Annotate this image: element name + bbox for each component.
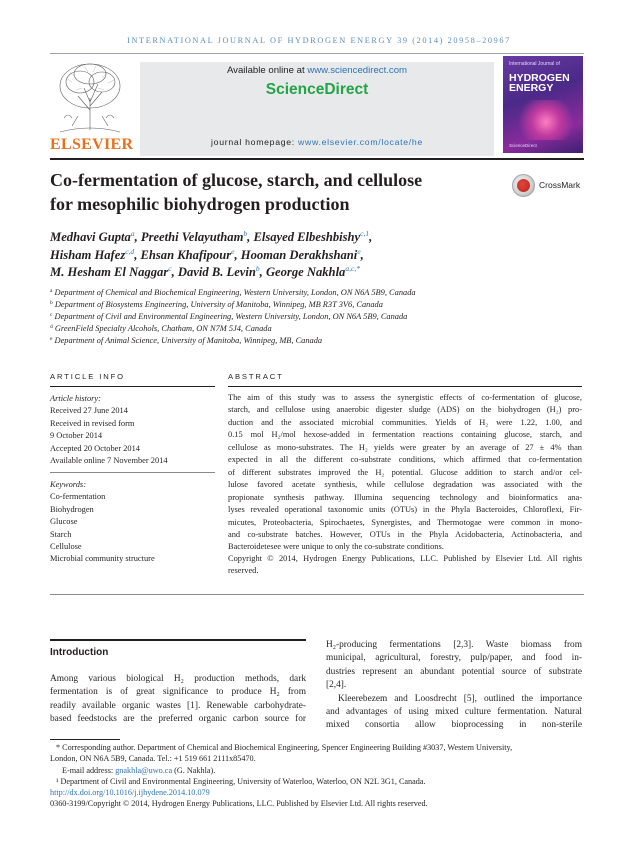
journal-homepage-link[interactable]: www.elsevier.com/locate/he — [298, 137, 423, 147]
article-title-line1: Co-fermentation of glucose, starch, and cellulose — [50, 170, 423, 190]
keyword-item: Glucose — [50, 517, 78, 527]
cover-title — [509, 73, 581, 93]
affiliation-sup: a — [50, 288, 53, 294]
abstract-line: The aim of this study was to assess the synergistic effects of co-fermentation of glucose, — [228, 393, 582, 402]
history-item: Received in revised form — [50, 418, 135, 428]
author-affil-sup[interactable]: b — [255, 264, 260, 273]
author-separator: , — [369, 230, 373, 244]
available-online-prefix: Available online at — [226, 65, 308, 76]
abstract-line: propionate synthesis pathway. Illumina sequencing technology and bioinformatics ana- — [228, 492, 582, 502]
cover-artwork — [513, 100, 573, 140]
abstract-line: cellulose as mono-substrates. The H₂ yields were greater by an average of 27 ± 4% than — [228, 442, 582, 452]
footnotes — [50, 742, 584, 810]
affiliation-text: Department of Chemical and Biochemical Engineering, Western University, London, ON N6A 5B9, Canada — [54, 288, 416, 297]
author-affil-sup[interactable]: b — [243, 229, 248, 238]
keywords-rule — [50, 472, 215, 473]
footnote-1: ¹ Department of Civil and Environmental Engineering, University of Waterloo, Waterloo, ON N2L 3G1, Canada. — [56, 776, 426, 786]
author-affil-sup[interactable]: a — [130, 229, 135, 238]
elsevier-tree-icon — [50, 58, 130, 136]
author-name[interactable]: M. Hesham El Naggar — [50, 265, 169, 279]
email-link[interactable]: gnakhla@uwo.ca — [115, 765, 173, 775]
abstract-rule — [228, 386, 582, 387]
keyword-item: Cellulose — [50, 542, 82, 552]
abstract-line: duction and the associated microbial communities. Yields of H₂ were 1.22, 1.00, and — [228, 417, 582, 427]
body-line: and advantages of using mixed culture fermentation. Natural — [326, 707, 582, 718]
body-line: H₂-producing fermentations [2,3]. Waste biomass from — [326, 640, 582, 650]
keyword-item: Co-fermentation — [50, 492, 106, 502]
body-line: Among various biological H₂ production methods, dark — [50, 674, 306, 684]
history-item: Accepted 20 October 2014 — [50, 443, 140, 453]
journal-cover-thumbnail[interactable] — [503, 56, 583, 153]
cover-footer-text: ScienceDirect — [509, 143, 537, 148]
body-left-column — [50, 673, 306, 727]
affiliation-text: Department of Animal Science, University of Manitoba, Winnipeg, MB, Canada — [54, 336, 323, 345]
abstract-bottom-rule — [50, 594, 584, 595]
abstract-line: micutes, Proteobacteria, Spirochaetes, Synergistes, and Thermotogae were common in mono- — [228, 517, 582, 527]
keywords-block — [50, 479, 215, 566]
abstract-line: lulose favored acetate synthesis, while cellulose degradation was associated with the — [228, 480, 582, 490]
affiliation-a — [50, 288, 590, 297]
article-info-heading: ARTICLE INFO — [50, 372, 125, 381]
sciencedirect-brand[interactable]: ScienceDirect — [265, 81, 369, 98]
abstract-line: Bacteroidetesee were unique to only the co-substrate conditions. — [228, 542, 444, 552]
author-name[interactable]: , Preethi Velayutham — [134, 230, 244, 244]
author-affil-sup[interactable]: c — [168, 264, 172, 273]
sciencedirect-url-link[interactable]: www.sciencedirect.com — [307, 65, 408, 76]
affiliation-sup: d — [50, 324, 53, 330]
available-online-text — [140, 65, 494, 76]
keyword-item: Microbial community structure — [50, 554, 155, 564]
email-suffix: (G. Nakhla). — [172, 765, 216, 775]
email-label: E-mail address: — [62, 765, 116, 775]
journal-homepage-prefix: journal homepage: — [211, 137, 299, 147]
abstract-line: and co-substrate batches. However, OTUs in the Phyla Acidobacteria, Actinobacteria, and — [228, 529, 582, 539]
keywords-label: Keywords: — [50, 480, 86, 489]
body-line: fermentation is of great significance to produce H₂ from — [50, 687, 306, 698]
corresponding-author-note-cont: London, ON N6A 5B9, Canada. Tel.: +1 519 661 2111x85470. — [50, 754, 256, 764]
cover-title-line2: ENERGY — [509, 82, 554, 94]
abstract-line: starch, and cellulose using anaerobic digester sludge (ADS) on the biohydrogen (H₂) pro- — [228, 405, 582, 415]
affiliation-text: GreenField Specialty Alcohols, Chatham, ON N7M 5J4, Canada — [54, 324, 272, 333]
article-history — [50, 393, 215, 467]
abstract-body — [228, 392, 582, 554]
issn-copyright: 0360-3199/Copyright © 2014, Hydrogen Energy Publications, LLC. Published by Elsevier Ltd. All rights reserved. — [50, 799, 428, 809]
running-header: INTERNATIONAL JOURNAL OF HYDROGEN ENERGY 39 (2014) 20958–20967 — [127, 36, 511, 45]
history-label: Article history: — [50, 394, 101, 403]
journal-homepage-text — [140, 137, 494, 147]
body-line: based feedstocks are the preferred organic carbon source for — [50, 714, 306, 725]
article-title — [50, 168, 470, 216]
doi-link[interactable]: http://dx.doi.org/10.1016/j.ijhydene.2014.10.079 — [50, 788, 210, 798]
copyright-line-1: Copyright © 2014, Hydrogen Energy Publications, LLC. Published by Elsevier Ltd. All rights — [228, 554, 582, 563]
affiliation-b — [50, 300, 590, 309]
body-line: Kleerebezem and Loosdrecht [5], outlined the importance — [338, 693, 582, 704]
body-right-column — [326, 639, 582, 733]
abstract-line: expected in all the different co-substrate conditions, which affirmed that co-fermentation — [228, 455, 582, 465]
affiliation-sup: e — [50, 336, 53, 342]
author-line-1 — [50, 229, 590, 245]
footnote-rule — [50, 739, 120, 740]
affiliation-sup: c — [50, 312, 53, 318]
author-name[interactable]: , Ehsan Khafipour — [134, 248, 232, 262]
author-separator: , — [360, 248, 364, 262]
intro-heading: Introduction — [50, 647, 109, 658]
body-line: readily available organic wastes [1]. Renewable carbohydrate- — [50, 700, 306, 711]
history-item: 9 October 2014 — [50, 431, 103, 441]
elsevier-wordmark: ELSEVIER — [50, 136, 134, 153]
keyword-item: Starch — [50, 529, 72, 539]
abstract-line: of different substrates improved the H₂ potential. Glucose addition to starch and/or cel- — [228, 467, 582, 477]
author-name[interactable]: Hisham Hafez — [50, 248, 126, 262]
corresponding-author-note: * Corresponding author. Department of Chemical and Biochemical Engineering, Spencer Engineering Building #3037, Western University, — [56, 743, 513, 752]
masthead-bottom-rule — [50, 158, 584, 160]
email-note — [50, 765, 584, 776]
author-name[interactable]: Medhavi Gupta — [50, 230, 131, 244]
author-affil-sup[interactable]: e — [231, 247, 235, 256]
body-line: mixed consortia allow bioprocessing in non-sterile — [326, 720, 582, 731]
affiliation-text: Department of Civil and Environmental Engineering, Western University, London, ON N6A 5B9, Canada — [54, 312, 408, 321]
author-affil-sup[interactable]: c,d — [125, 247, 135, 256]
history-item: Received 27 June 2014 — [50, 406, 128, 416]
affiliation-d — [50, 324, 590, 333]
body-line: [2,4]. — [326, 680, 347, 691]
masthead-top-rule — [50, 53, 584, 54]
abstract-line: 0.15 mol H₂/mol hexose-added in fermentation reactions containing glucose, starch, and — [228, 430, 582, 440]
article-info-rule — [50, 386, 215, 387]
affiliation-e — [50, 336, 590, 345]
author-affil-sup[interactable]: a,c,* — [345, 264, 360, 273]
copyright-line-2: reserved. — [228, 566, 259, 576]
body-line: municipal, agricultural, forestry, pulp/paper, and food in- — [326, 653, 582, 664]
author-name[interactable]: , David B. Levin — [171, 265, 256, 279]
affiliation-text: Department of Biosystems Engineering, University of Manitoba, Winnipeg, MB R3T 3V6, Canada — [54, 300, 383, 309]
author-name[interactable]: , George Nakhla — [259, 265, 346, 279]
history-item: Available online 7 November 2014 — [50, 456, 168, 466]
crossmark-inner-icon — [517, 179, 530, 192]
intro-rule — [50, 639, 306, 641]
body-line: dustries represent an abundant potential source of substrate — [326, 666, 582, 677]
author-line-2 — [50, 247, 590, 263]
affiliation-sup: b — [50, 300, 53, 306]
author-name[interactable]: , Hooman Derakhshani — [234, 248, 358, 262]
author-affil-sup[interactable]: c,1 — [360, 229, 370, 238]
crossmark-label: CrossMark — [539, 180, 581, 190]
affiliation-c — [50, 312, 590, 321]
cover-small-text: International Journal of — [509, 61, 560, 67]
author-name[interactable]: , Elsayed Elbeshbishy — [247, 230, 361, 244]
author-affil-sup[interactable]: e — [357, 247, 361, 256]
article-title-line2: for mesophilic biohydrogen production — [50, 194, 350, 214]
abstract-heading: ABSTRACT — [228, 372, 284, 381]
keyword-item: Biohydrogen — [50, 504, 94, 514]
author-line-3 — [50, 264, 590, 280]
cover-title-line1: HYDROGEN — [509, 72, 570, 84]
crossmark-badge[interactable] — [512, 174, 592, 198]
abstract-copyright — [228, 553, 582, 578]
abstract-line: lyses revealed operational taxonomic units (OTUs) in the Phyla Bacteroides, Chloroflexi, Fir- — [228, 505, 582, 515]
